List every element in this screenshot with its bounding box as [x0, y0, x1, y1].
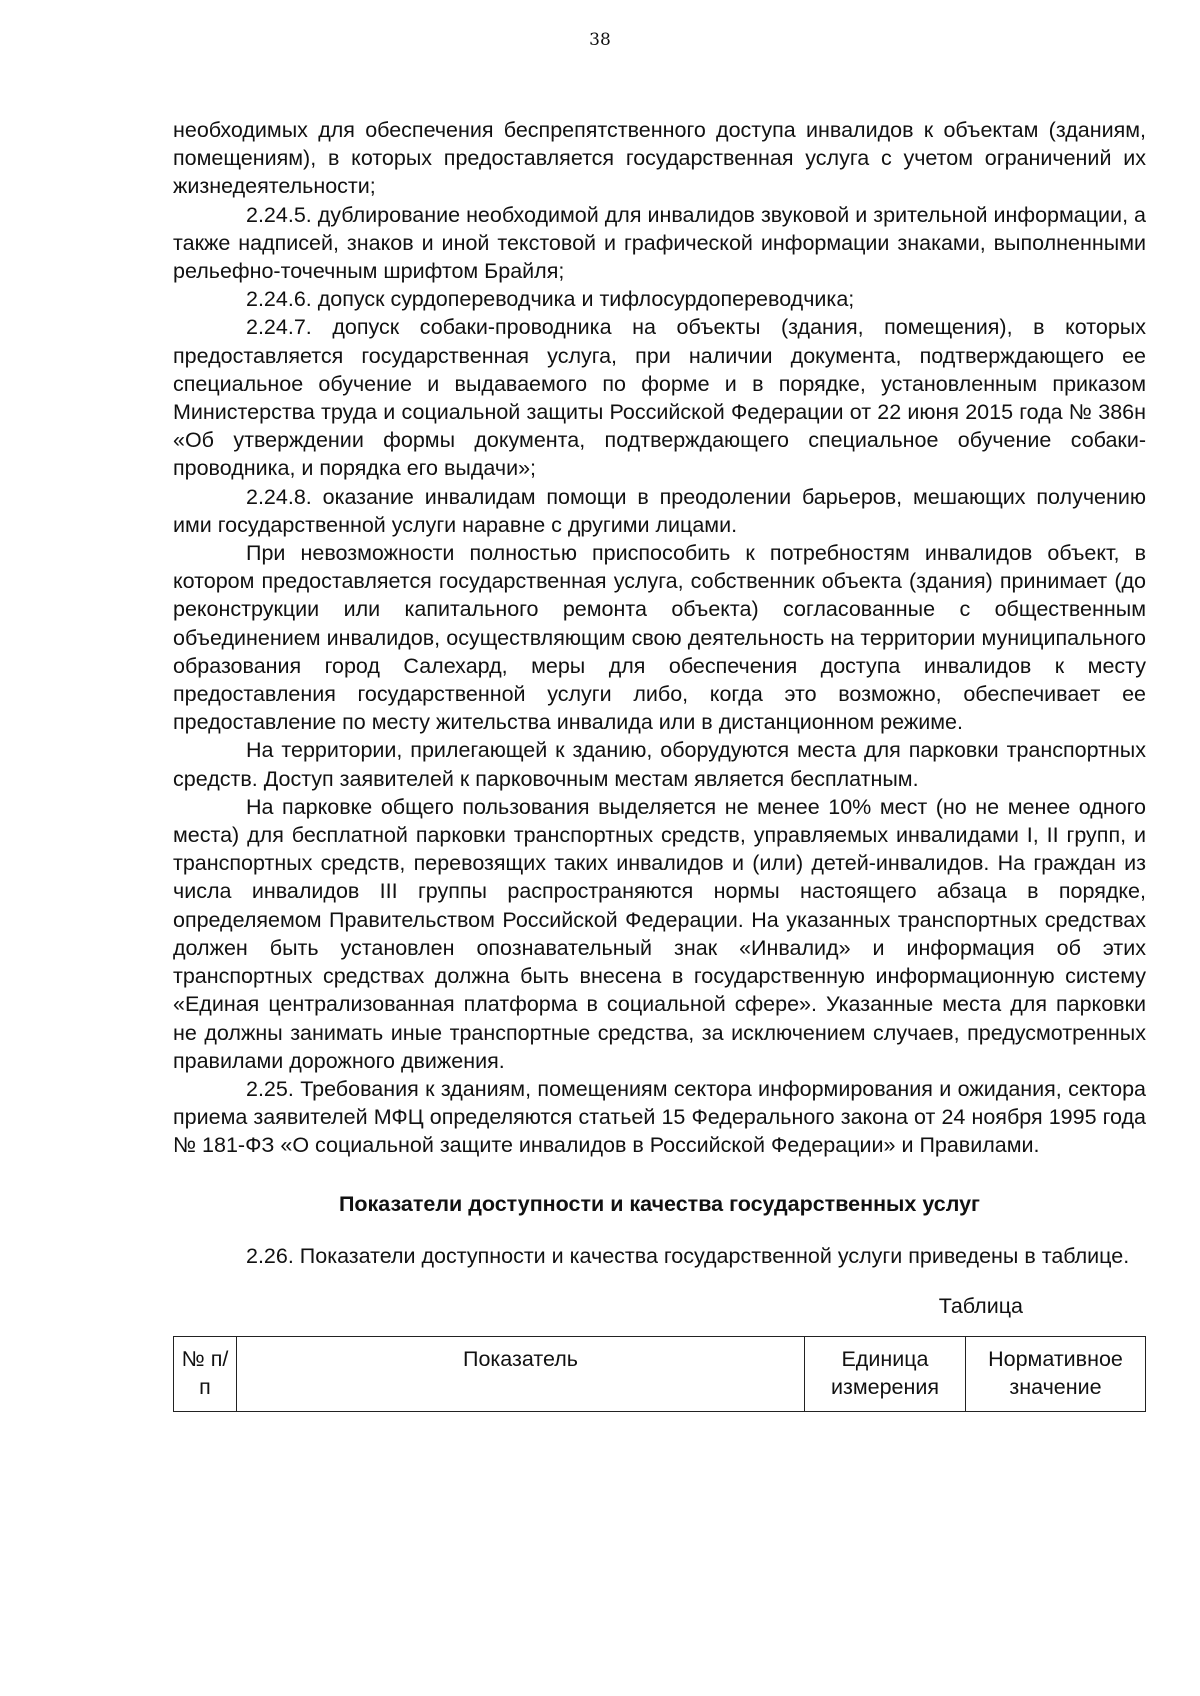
paragraph: 2.25. Требования к зданиям, помещениям сектора информирования и ожидания, сектора приема заявителей МФЦ определяются статьей 15 Федерального закона от 24 ноября 1995 года № 181-ФЗ «О социальной защите инвалидов в Российской Федерации» и Правилами. [173, 1076, 1146, 1158]
paragraph: необходимых для обеспечения беспрепятственного доступа инвалидов к объектам (зданиям, помещениям), в которых предоставляется государственная услуга с учетом ограничений их жизнедеятельности; [173, 118, 1146, 199]
document-body [173, 116, 1146, 1412]
paragraph: 2.24.7. допуск собаки-проводника на объекты (здания, помещения), в которых предоставляется государственная услуга, при наличии документа, подтверждающего ее специальное обучение и выдаваемого по форме и в порядке, установленным приказом Министерства труда и социальной защиты Российской Федерации от 22 июня 2015 года № 386н «Об утверждении формы документа, подтверждающего специальное обучение собаки-проводника, и порядка его выдачи»; [173, 315, 1146, 481]
header-unit: Единица измерения [805, 1337, 966, 1412]
section-heading: Показатели доступности и качества государственных услуг [338, 1191, 981, 1216]
header-indicator: Показатель [237, 1337, 805, 1412]
page-number: 38 [589, 30, 611, 50]
header-normative-value: Нормативное значение [966, 1337, 1146, 1412]
paragraph: На территории, прилегающей к зданию, оборудуются места для парковки транспортных средств. Доступ заявителей к парковочным местам является бесплатным. [173, 738, 1146, 791]
table-caption: Таблица [938, 1293, 1023, 1318]
paragraph: При невозможности полностью приспособить к потребностям инвалидов объект, в котором предоставляется государственная услуга, собственник объекта (здания) принимает (до реконструкции или капитального ремонта объекта) согласованные с общественным объединением инвалидов, осуществляющим свою деятельность на территории муниципального образования город Салехард, меры для обеспечения доступа инвалидов к месту предоставления государственной услуги либо, когда это возможно, обеспечивает ее предоставление по месту жительства инвалида или в дистанционном режиме. [173, 541, 1146, 735]
paragraph: 2.24.8. оказание инвалидам помощи в преодолении барьеров, мешающих получению ими государственной услуги наравне с другими лицами. [173, 484, 1146, 537]
paragraph: 2.24.6. допуск сурдопереводчика и тифлосурдопереводчика; [246, 287, 855, 312]
indicators-table [173, 1336, 1146, 1412]
table-header-row [174, 1337, 1146, 1412]
paragraph: 2.24.5. дублирование необходимой для инвалидов звуковой и зрительной информации, а также надписей, знаков и иной текстовой и графической информации знаками, выполненными рельефно-точечным шрифтом Брайля; [173, 202, 1146, 284]
section-paragraph: 2.26. Показатели доступности и качества государственной услуги приведены в таблице. [246, 1243, 1130, 1268]
header-number: № п/п [174, 1337, 237, 1412]
paragraph: На парковке общего пользования выделяется не менее 10% мест (но не менее одного места) для бесплатной парковки транспортных средств, управляемых инвалидами I, II групп, и транспортных средств, перевозящих таких инвалидов и (или) детей-инвалидов. На граждан из числа инвалидов III группы распространяются нормы настоящего абзаца в порядке, определяемом Правительством Российской Федерации. На указанных транспортных средствах должен быть установлен опознавательный знак «Инвалид» и информация об этих транспортных средствах должна быть внесена в государственную информационную систему «Единая централизованная платформа в социальной сфере». Указанные места для парковки не должны занимать иные транспортные средства, за исключением случаев, предусмотренных правилами дорожного движения. [173, 794, 1146, 1073]
